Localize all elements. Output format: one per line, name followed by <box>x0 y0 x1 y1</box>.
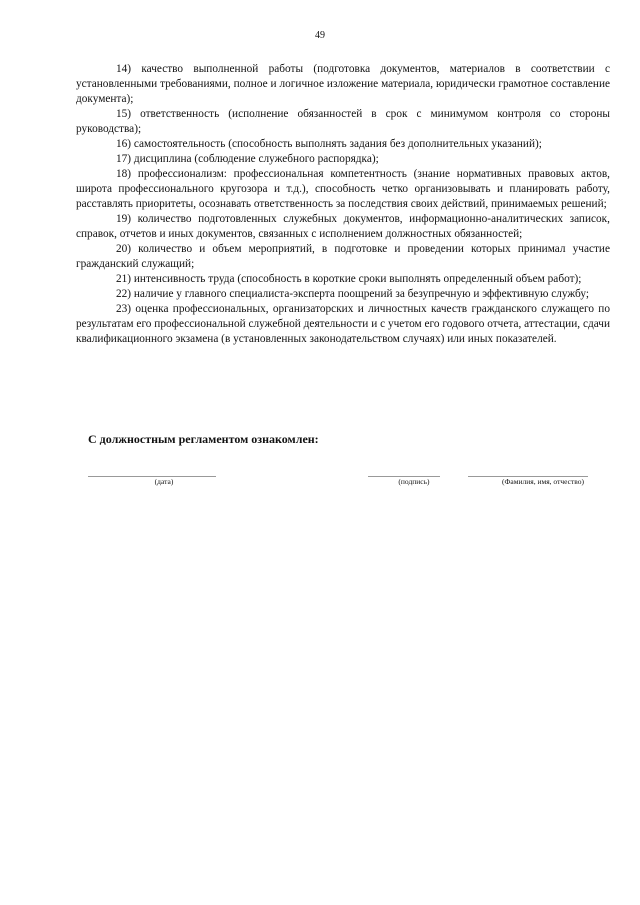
date-label: (дата) <box>154 477 174 486</box>
name-label: (Фамилия, имя, отчество) <box>502 477 584 486</box>
criterion-17: 17) дисциплина (соблюдение служебного распорядка); <box>116 153 379 165</box>
criteria-list <box>76 62 610 347</box>
criterion-16: 16) самостоятельность (способность выполнять задания без дополнительных указаний); <box>116 138 542 150</box>
criterion-14: 14) качество выполненной работы (подготовка документов, материалов в соответствии с установленными требованиями, полное и логичное изложение материала, юридически грамотное составление документа); <box>76 63 610 105</box>
page-number: 49 <box>315 30 325 41</box>
criterion-19: 19) количество подготовленных служебных документов, информационно-аналитических записок, справок, отчетов и иных документов, связанных с исполнением должностных обязанностей; <box>76 213 610 240</box>
criterion-21: 21) интенсивность труда (способность в короткие сроки выполнять определенный объем работ); <box>116 273 582 285</box>
acknowledgement-heading: С должностным регламентом ознакомлен: <box>88 432 319 446</box>
criterion-18: 18) профессионализм: профессиональная компетентность (знание нормативных правовых актов, широта профессионального кругозора и т.д.), способность четко организовывать и планировать работу, расставлять приоритеты, осознавать ответственность за последствия своих действий, принимаемых решений; <box>76 168 610 210</box>
criterion-20: 20) количество и объем мероприятий, в подготовке и проведении которых принимал участие гражданский служащий; <box>76 243 610 270</box>
criterion-22: 22) наличие у главного специалиста-эксперта поощрений за безупречную и эффективную службу; <box>116 288 589 300</box>
criterion-23: 23) оценка профессиональных, организаторских и личностных качеств гражданского служащего по результатам его профессиональной служебной деятельности и с учетом его годового отчета, аттестации, сдачи квалификационного экзамена (в установленных законодательством случаях) или иных показателей. <box>76 303 610 345</box>
signature-label: (подпись) <box>398 477 430 486</box>
criterion-15: 15) ответственность (исполнение обязанностей в срок с минимумом контроля со стороны руководства); <box>76 108 610 135</box>
